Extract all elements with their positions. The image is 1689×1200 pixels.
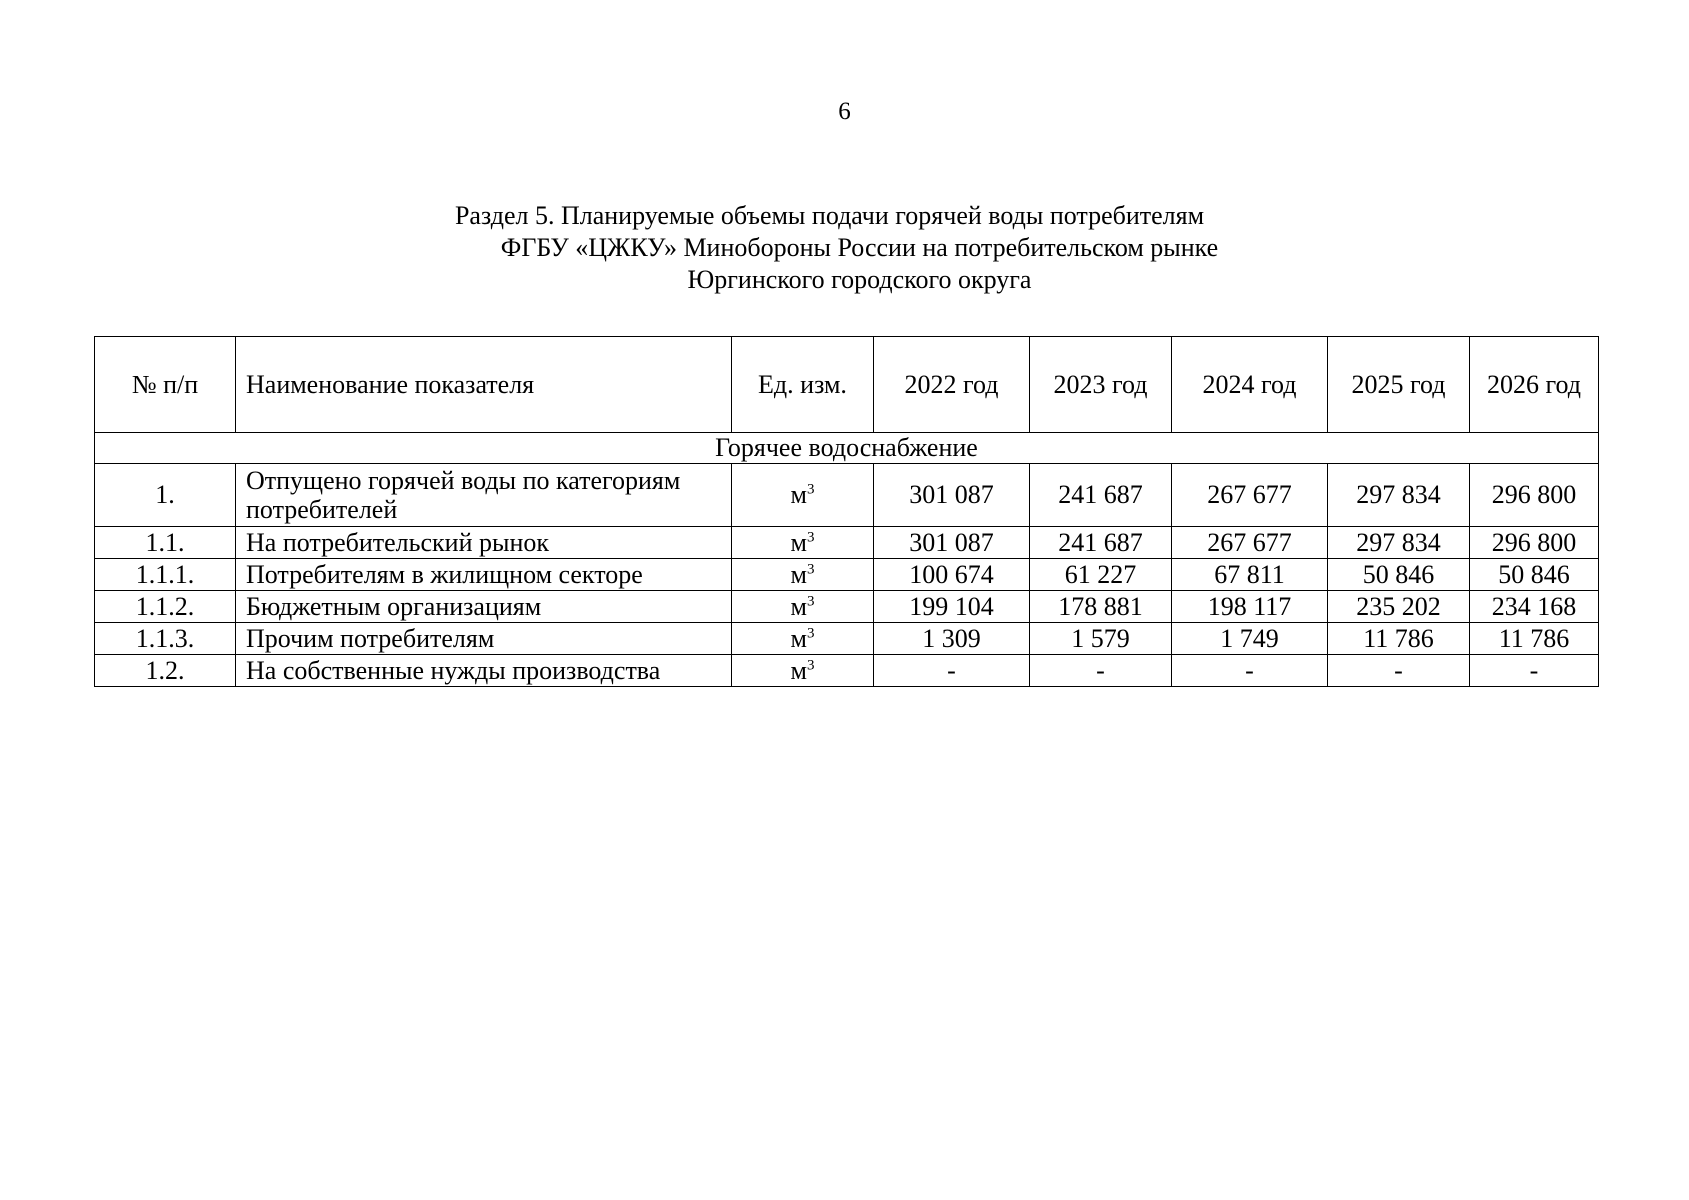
unit-base: м — [790, 480, 807, 509]
indicator-name: На потребительский рынок — [236, 527, 732, 559]
header-unit: Ед. изм. — [732, 337, 874, 433]
value-2024: 67 811 — [1172, 559, 1328, 591]
indicator-name: Отпущено горячей воды по категориям потребителей — [236, 464, 732, 527]
unit-cell — [732, 464, 874, 527]
unit-superscript: 3 — [806, 528, 815, 545]
indicator-name: На собственные нужды производства — [236, 655, 732, 687]
value-2023: 61 227 — [1030, 559, 1172, 591]
unit-base: м — [790, 623, 807, 653]
value-2025: 50 846 — [1328, 559, 1470, 591]
table-row — [95, 464, 1599, 527]
unit-superscript: 3 — [806, 656, 815, 673]
indicator-name: Бюджетным организациям — [236, 591, 732, 623]
unit-superscript: 3 — [806, 592, 815, 609]
value-2024: - — [1172, 655, 1328, 687]
row-number: 1.1.1. — [95, 559, 236, 591]
value-2026: 11 786 — [1470, 623, 1599, 655]
value-2022: 301 087 — [874, 464, 1030, 527]
table-header-row — [95, 337, 1599, 433]
value-2025: 297 834 — [1328, 464, 1470, 527]
indicator-name: Прочим потребителям — [236, 623, 732, 655]
table-row — [95, 655, 1599, 687]
value-2022: - — [874, 655, 1030, 687]
section-row — [95, 433, 1599, 464]
unit-cell — [732, 527, 874, 559]
value-2026: 50 846 — [1470, 559, 1599, 591]
value-2025: - — [1328, 655, 1470, 687]
header-name: Наименование показателя — [236, 337, 732, 433]
unit-cell — [732, 559, 874, 591]
row-number: 1.1.2. — [95, 591, 236, 623]
section-label: Горячее водоснабжение — [95, 433, 1599, 464]
row-number: 1.2. — [95, 655, 236, 687]
unit-cell — [732, 591, 874, 623]
value-2026: - — [1470, 655, 1599, 687]
unit-base: м — [790, 591, 807, 621]
row-number: 1. — [95, 464, 236, 527]
value-2022: 1 309 — [874, 623, 1030, 655]
value-2022: 199 104 — [874, 591, 1030, 623]
value-2025: 11 786 — [1328, 623, 1470, 655]
unit-superscript: 3 — [806, 560, 815, 577]
row-number: 1.1.3. — [95, 623, 236, 655]
unit-superscript: 3 — [806, 481, 815, 498]
page-number: 6 — [838, 98, 851, 125]
value-2023: 241 687 — [1030, 527, 1172, 559]
value-2025: 297 834 — [1328, 527, 1470, 559]
indicator-name: Потребителям в жилищном секторе — [236, 559, 732, 591]
value-2022: 100 674 — [874, 559, 1030, 591]
unit-superscript: 3 — [806, 624, 815, 641]
title-line-1: Раздел 5. Планируемые объемы подачи горячей воды потребителям — [454, 201, 1205, 230]
value-2024: 267 677 — [1172, 464, 1328, 527]
table-row — [95, 527, 1599, 559]
value-2026: 296 800 — [1470, 464, 1599, 527]
unit-base: м — [790, 655, 807, 685]
document-title — [0, 200, 1689, 296]
title-line-2: ФГБУ «ЦЖКУ» Минобороны России на потребительском рынке — [500, 233, 1219, 262]
value-2024: 267 677 — [1172, 527, 1328, 559]
header-2025: 2025 год — [1328, 337, 1470, 433]
row-number: 1.1. — [95, 527, 236, 559]
hot-water-supply-table — [94, 336, 1599, 687]
value-2024: 198 117 — [1172, 591, 1328, 623]
value-2022: 301 087 — [874, 527, 1030, 559]
unit-cell — [732, 655, 874, 687]
title-line-3: Юргинского городского округа — [687, 265, 1032, 294]
value-2026: 296 800 — [1470, 527, 1599, 559]
table-row — [95, 591, 1599, 623]
unit-base: м — [790, 527, 807, 557]
unit-base: м — [790, 559, 807, 589]
value-2024: 1 749 — [1172, 623, 1328, 655]
value-2026: 234 168 — [1470, 591, 1599, 623]
header-2024: 2024 год — [1172, 337, 1328, 433]
header-2023: 2023 год — [1030, 337, 1172, 433]
table-row — [95, 623, 1599, 655]
value-2023: 1 579 — [1030, 623, 1172, 655]
value-2025: 235 202 — [1328, 591, 1470, 623]
header-2026: 2026 год — [1470, 337, 1599, 433]
value-2023: 241 687 — [1030, 464, 1172, 527]
value-2023: - — [1030, 655, 1172, 687]
value-2023: 178 881 — [1030, 591, 1172, 623]
unit-cell — [732, 623, 874, 655]
table-row — [95, 559, 1599, 591]
header-num: № п/п — [95, 337, 236, 433]
header-2022: 2022 год — [874, 337, 1030, 433]
